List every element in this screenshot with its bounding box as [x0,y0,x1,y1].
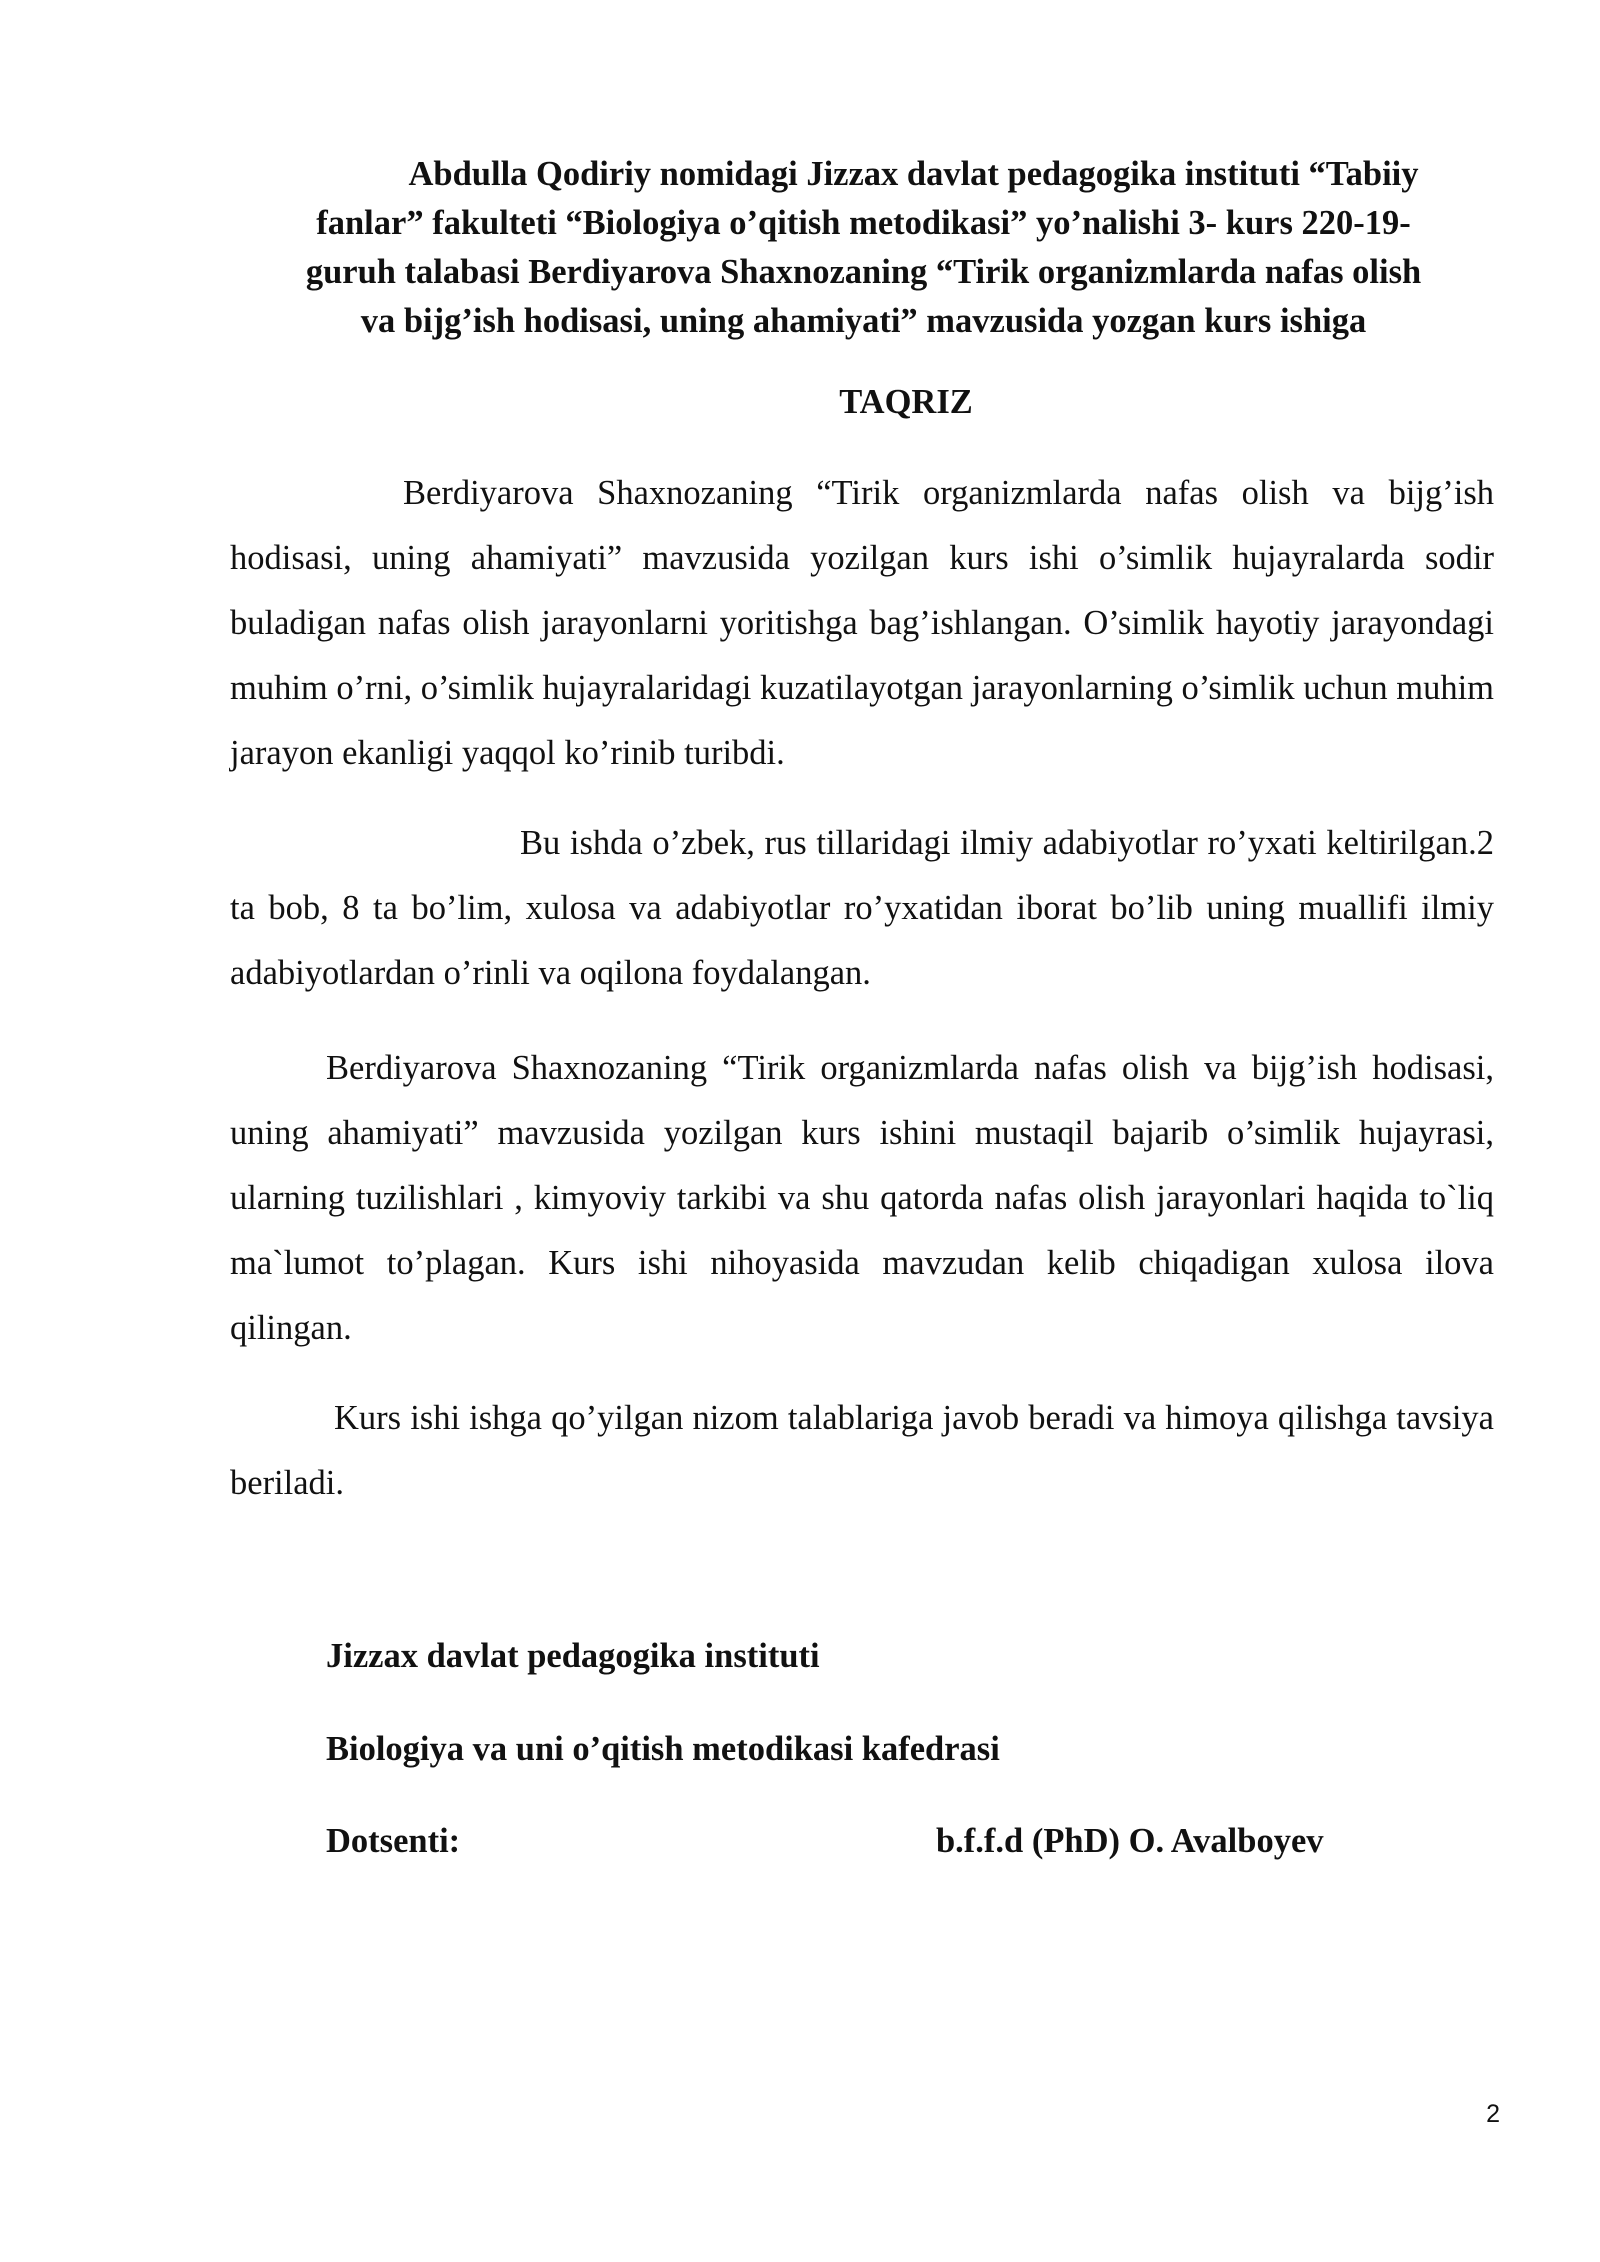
paragraph-2: Bu ishda o’zbek, rus tillaridagi ilmiy adabiyotlar ro’yxati keltirilgan.2 ta bob, 8 ta bo’lim, xulosa va adabiyotlar ro’yxatidan iborat bo’lib uning muallifi ilmiy adabiyotlardan o’rinli va oqilona foydalangan. [230,824,1494,992]
signature-name: b.f.f.d (PhD) O. Avalboyev [936,1822,1324,1860]
signature-institution: Jizzax davlat pedagogika instituti [326,1637,820,1675]
document-heading [236,150,1491,346]
heading-line-2: fanlar” fakulteti “Biologiya o’qitish metodikasi” yo’nalishi 3- kurs 220-19- [316,204,1411,242]
signature-department: Biologiya va uni o’qitish metodikasi kafedrasi [326,1730,1000,1768]
paragraph-1: Berdiyarova Shaxnozaning “Tirik organizmlarda nafas olish va bijg’ish hodisasi, uning ahamiyati” mavzusida yozilgan kurs ishi o’simlik hujayralarda sodir buladigan nafas olish jarayonlarni yoritishga bag’ishlangan. O’simlik hayotiy jarayondagi muhim o’rni, o’simlik hujayralaridagi kuzatilayotgan jarayonlarning o’simlik uchun muhim jarayon ekanligi yaqqol ko’rinib turibdi. [230,474,1494,772]
paragraph-3: Berdiyarova Shaxnozaning “Tirik organizmlarda nafas olish va bijg’ish hodisasi, uning ahamiyati” mavzusida yozilgan kurs ishini mustaqil bajarib o’simlik hujayrasi, ularning tuzilishlari , kimyoviy tarkibi va shu qatorda nafas olish jarayonlari haqida to`liq ma`lumot to’plagan. Kurs ishi nihoyasida mavzudan kelib chiqadigan xulosa ilova qilingan. [230,1049,1494,1347]
document-title: TAQRIZ [839,383,973,421]
heading-line-4: va bijg’ish hodisasi, uning ahamiyati” mavzusida yozgan kurs ishiga [360,302,1367,340]
page-number: 2 [1486,2100,1500,2128]
heading-line-3: guruh talabasi Berdiyarova Shaxnozaning “Tirik organizmlarda nafas olish [305,253,1422,291]
signature-position: Dotsenti: [326,1822,461,1860]
paragraph-4: Kurs ishi ishga qo’yilgan nizom talablariga javob beradi va himoya qilishga tavsiya beriladi. [230,1399,1494,1502]
heading-line-1: Abdulla Qodiriy nomidagi Jizzax davlat pedagogika instituti “Tabiiy [408,155,1419,193]
